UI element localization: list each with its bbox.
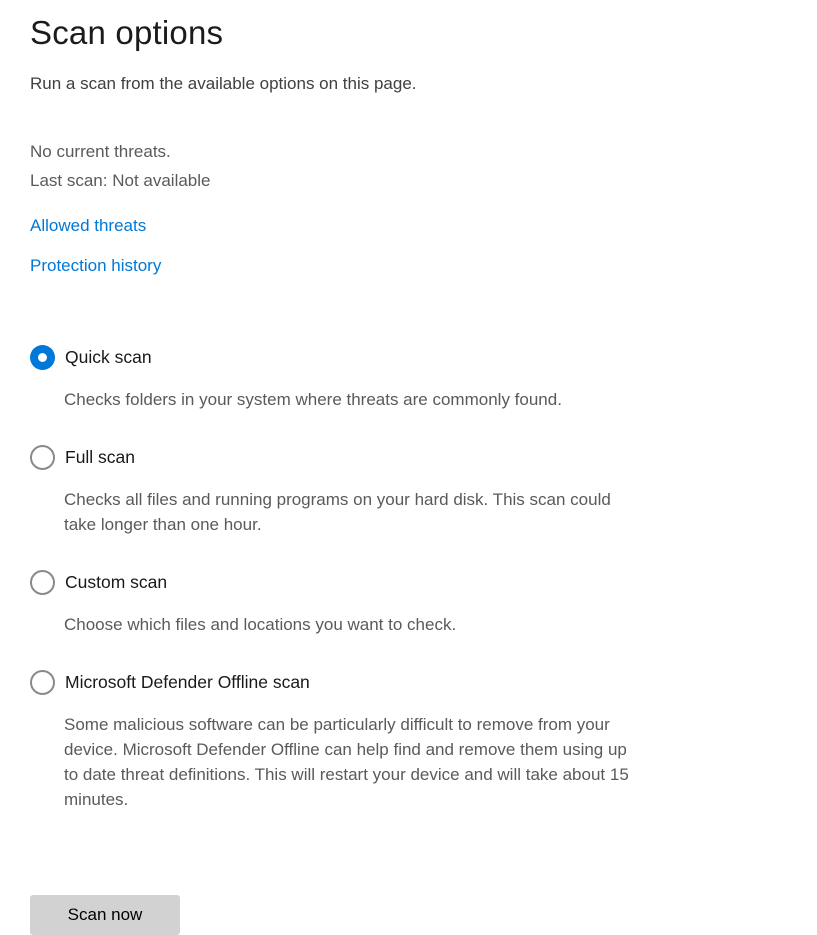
full-scan-radio-row[interactable] [30,445,135,470]
scan-option-label[interactable]: Custom scan [65,572,168,593]
quick-scan-radio-row[interactable] [30,345,152,370]
current-threats-status: No current threats. [30,142,171,162]
page-title: Scan options [30,14,224,51]
scan-option-description: Checks all files and running programs on your hard disk. This scan could take longer than one hour. [64,490,611,535]
radio-button-icon[interactable] [30,570,55,595]
defender-offline-radio-row[interactable] [30,670,310,695]
radio-button-icon[interactable] [30,445,55,470]
scan-options-group [30,345,787,812]
scan-option-full-scan [30,445,787,537]
radio-button-icon[interactable] [30,670,55,695]
scan-option-quick-scan [30,345,787,412]
protection-history-link[interactable]: Protection history [30,256,162,276]
scan-now-button[interactable]: Scan now [30,895,180,935]
scan-option-custom-scan [30,570,787,637]
last-scan-status: Last scan: Not available [30,171,211,191]
scan-option-description: Checks folders in your system where threats are commonly found. [64,390,562,410]
scan-option-label[interactable]: Full scan [65,447,136,468]
allowed-threats-link[interactable]: Allowed threats [30,216,147,236]
scan-option-label[interactable]: Microsoft Defender Offline scan [65,672,310,693]
scan-option-description: Some malicious software can be particularly difficult to remove from your device. Microsoft Defender Offline can help find and remove them using up to date threat definitions. This will restart your device and will take about 15 minutes. [64,715,629,810]
page-subtitle: Run a scan from the available options on this page. [30,74,417,94]
scan-option-description: Choose which files and locations you want to check. [64,615,457,635]
custom-scan-radio-row[interactable] [30,570,167,595]
threat-status-block [30,137,787,195]
scan-option-label[interactable]: Quick scan [65,347,152,368]
radio-button-icon[interactable] [30,345,55,370]
scan-option-defender-offline-scan [30,670,787,812]
